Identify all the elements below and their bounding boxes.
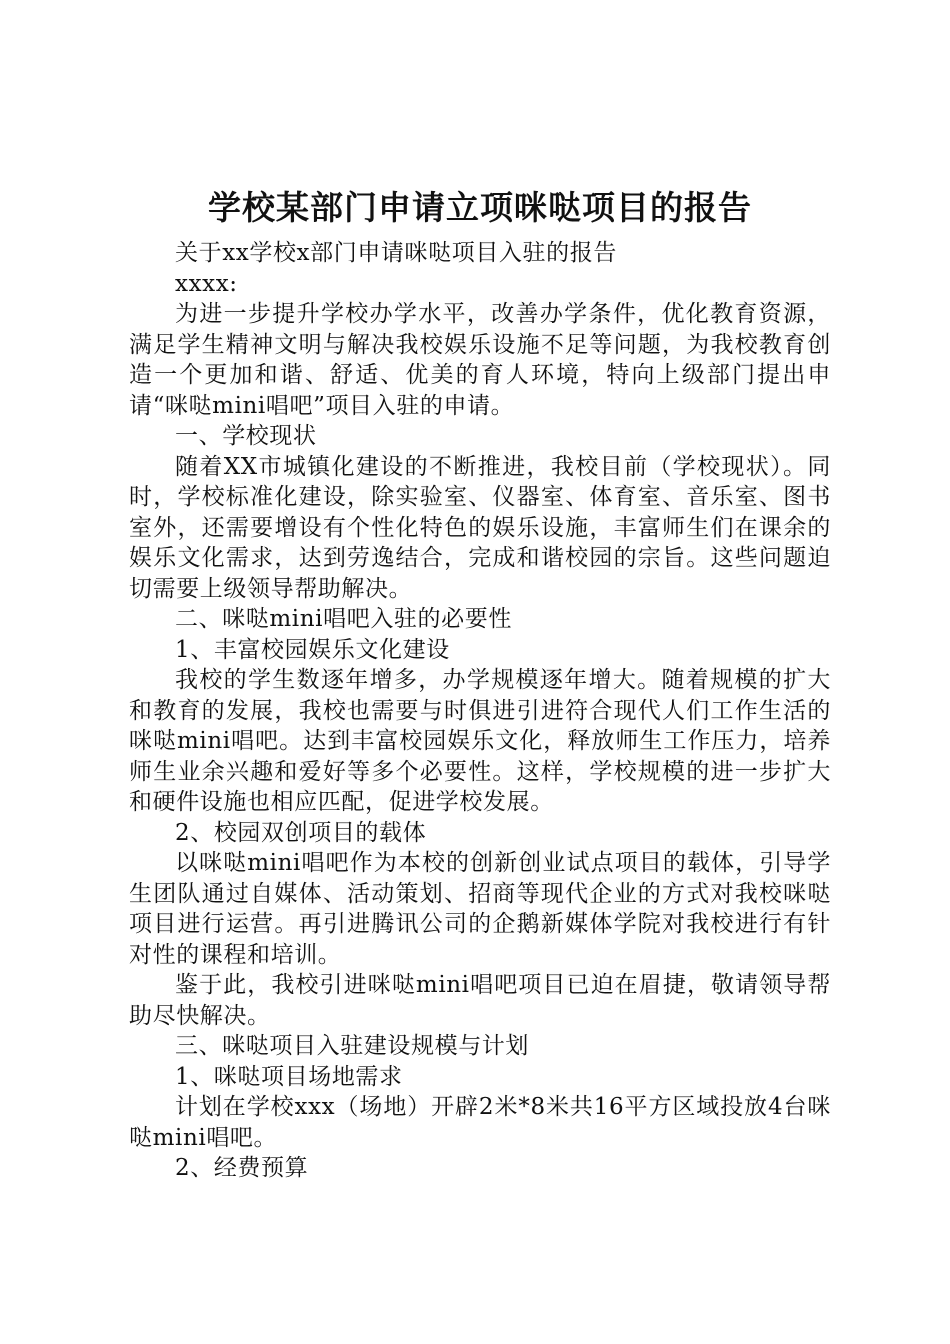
intro-paragraph: 为进一步提升学校办学水平，改善办学条件，优化教育资源，满足学生精神文明与解决我校娱乐设施不足等问题，为我校教育创造一个更加和谐、舒适、优美的育人环境，特向上级部门提出申请“咪哒mini唱吧”项目入驻的申请。 bbox=[129, 301, 831, 419]
document-page bbox=[129, 182, 831, 1184]
school-status-paragraph: 随着XX市城镇化建设的不断推进，我校目前（学校现状）。同时，学校标准化建设，除实验室、仪器室、体育室、音乐室、图书室外，还需要增设有个性化特色的娱乐设施，丰富师生们在课余的娱乐文化需求，达到劳逸结合，完成和谐校园的宗旨。这些问题迫切需要上级领导帮助解决。 bbox=[129, 453, 831, 602]
section-heading-2: 二、咪哒mini唱吧入驻的必要性 bbox=[175, 606, 512, 632]
document-title: 学校某部门申请立项咪哒项目的报告 bbox=[208, 188, 752, 227]
section-heading-1: 一、学校现状 bbox=[175, 423, 317, 449]
subheading-3-2: 2、经费预算 bbox=[175, 1155, 309, 1181]
site-plan-paragraph: 计划在学校xxx（场地）开辟2米*8米共16平方区域投放4台咪哒mini唱吧。 bbox=[129, 1094, 831, 1151]
subheading-2-2: 2、校园双创项目的载体 bbox=[175, 819, 427, 846]
report-subject: 关于xx学校x部门申请咪哒项目入驻的报告 bbox=[175, 240, 617, 266]
culture-paragraph: 我校的学生数逐年增多，办学规模逐年增大。随着规模的扩大和教育的发展，我校也需要与时俱进引进符合现代人们工作生活的咪哒mini唱吧。达到丰富校园娱乐文化，释放师生工作压力，培养师生业余兴趣和爱好等多个必要性。这样，学校规模的进一步扩大和硬件设施也相应匹配，促进学校发展。 bbox=[129, 667, 831, 815]
section-heading-3: 三、咪哒项目入驻建设规模与计划 bbox=[175, 1033, 529, 1059]
subheading-3-1: 1、咪哒项目场地需求 bbox=[175, 1063, 403, 1090]
subheading-2-1: 1、丰富校园娱乐文化建设 bbox=[175, 636, 450, 663]
salutation: xxxx: bbox=[175, 270, 238, 297]
request-paragraph: 鉴于此，我校引进咪哒mini唱吧项目已迫在眉捷，敬请领导帮助尽快解决。 bbox=[129, 972, 831, 1029]
innovation-paragraph: 以咪哒mini唱吧作为本校的创新创业试点项目的载体，引导学生团队通过自媒体、活动策划、招商等现代企业的方式对我校咪哒项目进行运营。再引进腾讯公司的企鹅新媒体学院对我校进行有针对性的课程和培训。 bbox=[129, 850, 831, 968]
